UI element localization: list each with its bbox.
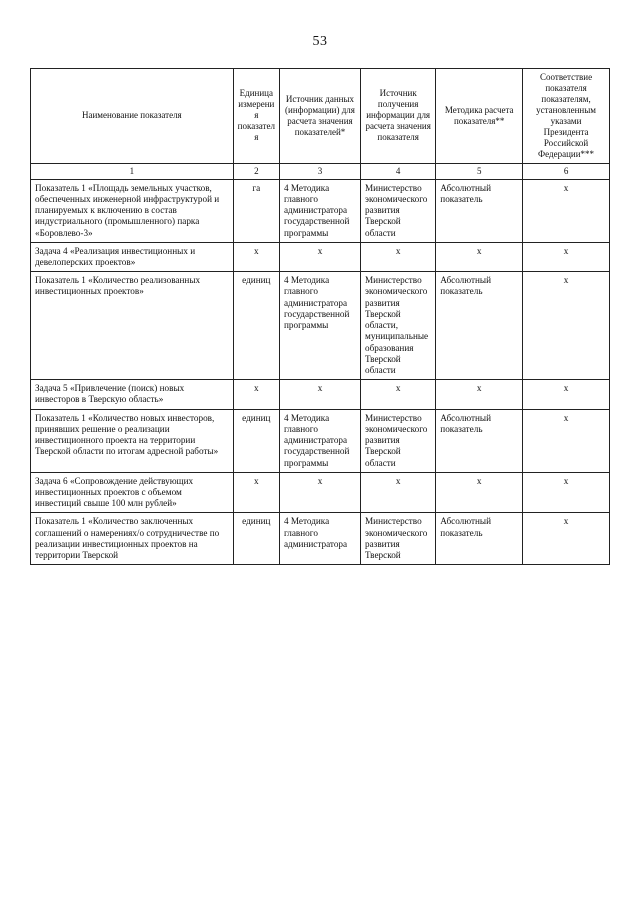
indicator-info-origin: Министерство экономического развития Тверской области, муниципальные образования Тверской области (361, 272, 436, 380)
indicator-unit: единиц (233, 409, 279, 472)
indicator-correspondence: x (523, 380, 610, 409)
column-number: 5 (436, 163, 523, 179)
indicator-data-source: x (279, 472, 360, 513)
header-calculation-method: Методика расчета показателя** (436, 69, 523, 164)
indicator-correspondence: x (523, 409, 610, 472)
column-number: 6 (523, 163, 610, 179)
indicator-info-origin: x (361, 380, 436, 409)
indicator-info-origin: Министерство экономического развития Тверской области (361, 179, 436, 242)
table-row (31, 472, 610, 513)
table-row (31, 242, 610, 271)
column-number: 4 (361, 163, 436, 179)
task-name: Задача 4 «Реализация инвестиционных и девелоперских проектов» (31, 242, 234, 271)
header-info-origin: Источник получения информации для расчета значения показателя (361, 69, 436, 164)
indicator-correspondence: x (523, 242, 610, 271)
header-presidential-correspondence: Соответствие показателя показателям, установленным указами Президента Российской Федерации*** (523, 69, 610, 164)
table-row (31, 380, 610, 409)
indicator-correspondence: x (523, 513, 610, 565)
indicator-data-source: 4 Методика главного администратора (279, 513, 360, 565)
table-header-row (31, 69, 610, 164)
indicator-method: Абсолютный показатель (436, 513, 523, 565)
indicator-data-source: x (279, 242, 360, 271)
task-name: Задача 6 «Сопровождение действующих инвестиционных проектов с объемом инвестиций свыше 100 млн рублей» (31, 472, 234, 513)
task-name: Задача 5 «Привлечение (поиск) новых инвесторов в Тверскую область» (31, 380, 234, 409)
indicator-method: Абсолютный показатель (436, 272, 523, 380)
indicator-name: Показатель 1 «Количество реализованных инвестиционных проектов» (31, 272, 234, 380)
indicator-unit: x (233, 242, 279, 271)
table-row (31, 409, 610, 472)
header-indicator-name: Наименование показателя (31, 69, 234, 164)
indicator-info-origin: x (361, 472, 436, 513)
header-unit: Единица измерения показателя (233, 69, 279, 164)
indicators-table (30, 68, 610, 565)
indicator-name: Показатель 1 «Количество заключенных соглашений о намерениях/о сотрудничестве по реализации инвестиционных проектов на территории Тверской (31, 513, 234, 565)
indicator-method: Абсолютный показатель (436, 179, 523, 242)
indicator-name: Показатель 1 «Площадь земельных участков, обеспеченных инженерной инфраструктурой и планируемых к включению в состав индустриального (промышленного) парка «Боровлево-3» (31, 179, 234, 242)
column-number: 1 (31, 163, 234, 179)
indicator-method: x (436, 380, 523, 409)
indicator-correspondence: x (523, 179, 610, 242)
indicator-method: x (436, 242, 523, 271)
page-number: 53 (312, 34, 328, 49)
indicator-data-source: 4 Методика главного администратора государственной программы (279, 272, 360, 380)
indicator-info-origin: Министерство экономического развития Тверской области (361, 409, 436, 472)
indicator-correspondence: x (523, 472, 610, 513)
column-number-row (31, 163, 610, 179)
table-row (31, 179, 610, 242)
indicator-info-origin: x (361, 242, 436, 271)
column-number: 2 (233, 163, 279, 179)
column-number: 3 (279, 163, 360, 179)
indicator-correspondence: x (523, 272, 610, 380)
indicator-unit: единиц (233, 513, 279, 565)
indicator-info-origin: Министерство экономического развития Тверской (361, 513, 436, 565)
indicator-unit: единиц (233, 272, 279, 380)
table-row (31, 272, 610, 380)
indicator-unit: x (233, 380, 279, 409)
table-row (31, 513, 610, 565)
indicator-method: Абсолютный показатель (436, 409, 523, 472)
indicator-data-source: 4 Методика главного администратора государственной программы (279, 179, 360, 242)
indicator-unit: га (233, 179, 279, 242)
indicator-data-source: x (279, 380, 360, 409)
indicator-unit: x (233, 472, 279, 513)
header-data-source: Источник данных (информации) для расчета значения показателей* (279, 69, 360, 164)
indicator-data-source: 4 Методика главного администратора государственной программы (279, 409, 360, 472)
indicator-method: x (436, 472, 523, 513)
indicator-name: Показатель 1 «Количество новых инвесторов, принявших решение о реализации инвестиционного проекта на территории Тверской области по итогам адресной работы» (31, 409, 234, 472)
